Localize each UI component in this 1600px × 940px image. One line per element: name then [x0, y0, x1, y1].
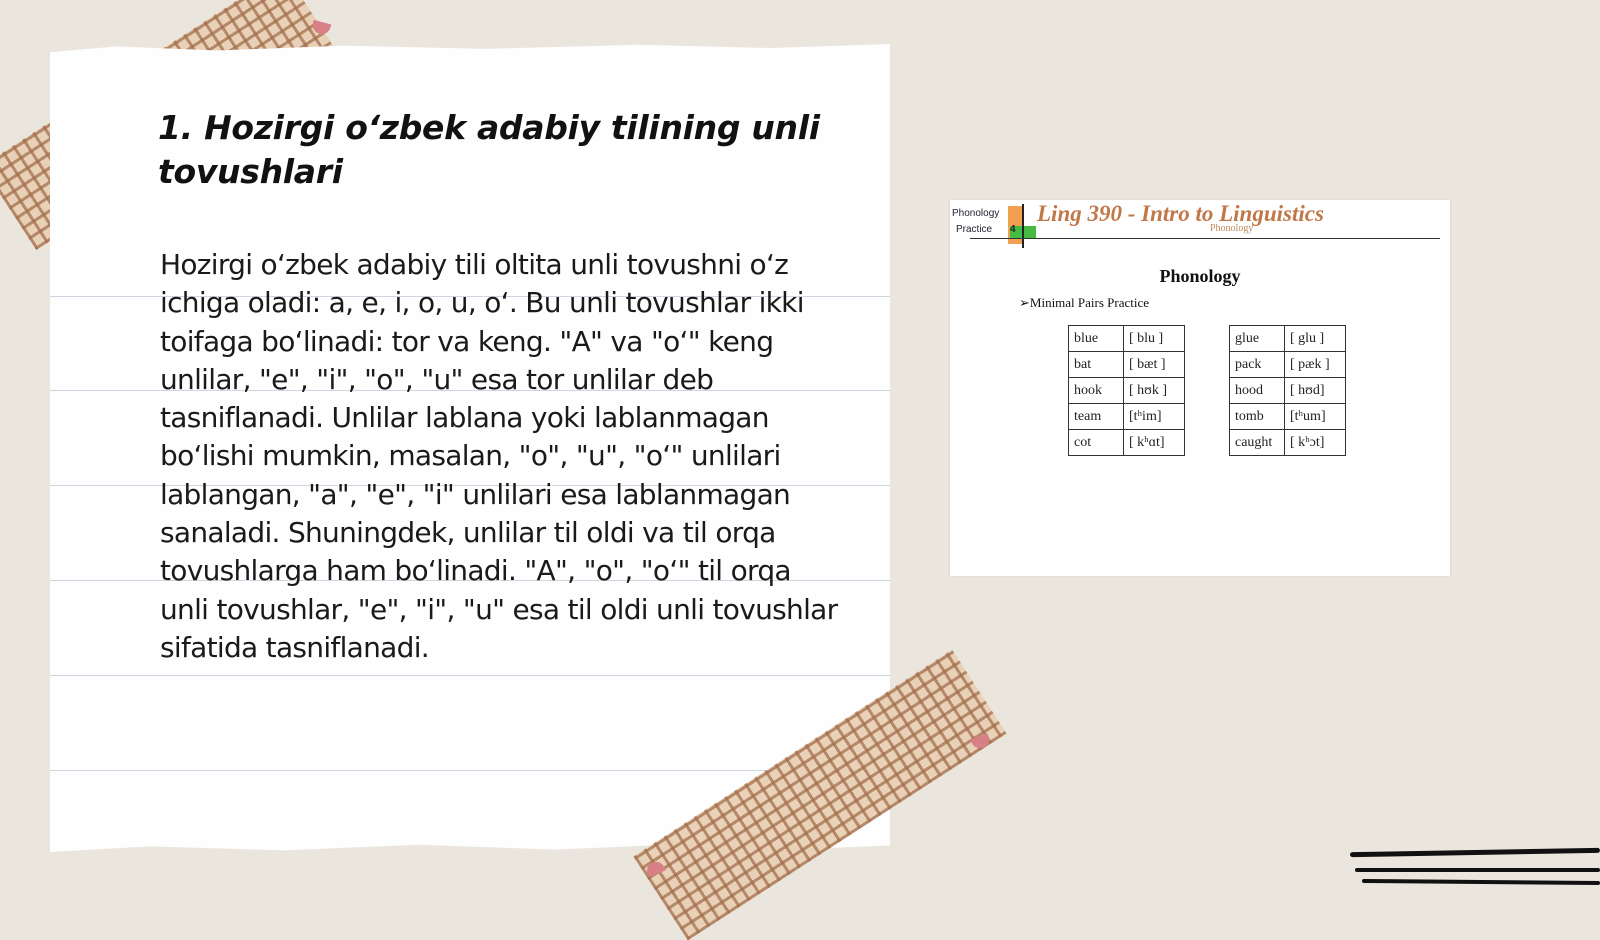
- header-underline: [970, 238, 1440, 239]
- word-cell: team: [1069, 404, 1124, 430]
- table-row: [1230, 326, 1346, 352]
- ipa-cell: [tʰum]: [1285, 404, 1346, 430]
- word-cell: pack: [1230, 352, 1285, 378]
- ipa-cell: [ blu ]: [1124, 326, 1185, 352]
- table-row: [1069, 378, 1185, 404]
- ipa-cell: [ hʊk ]: [1124, 378, 1185, 404]
- slide-heading: Phonology: [1159, 266, 1241, 286]
- brush-stroke-1: [1350, 848, 1600, 857]
- table-row: [1069, 404, 1185, 430]
- ipa-cell: [ glu ]: [1285, 326, 1346, 352]
- table-row: [1230, 404, 1346, 430]
- table-row: [1069, 352, 1185, 378]
- body-paragraph: Hozirgi o‘zbek adabiy tili oltita unli tovushni o‘z ichiga oladi: a, e, i, o, u, o‘. Bu unli tovushlar ikki toifaga bo‘linadi: tor va keng. "A" va "o‘" keng unlilar, "e", "i", "o", "u" esa tor unlilar deb tasniflanadi. Unlilar lablana yoki lablanmagan bo‘lishi mumkin, masalan, "o", "u", "o‘" unlilari lablangan, "a", "e", "i" unlilari esa lablanmagan sanaladi. Shuningdek, unlilar til oldi va til orqa tovushlarga ham bo‘linadi. "A", "o", "o‘" til orqa unli tovushlar, "e", "i", "u" esa til oldi unli tovushlar sifatida tasniflanadi.: [160, 248, 838, 664]
- word-cell: cot: [1069, 430, 1124, 456]
- table-row: [1069, 430, 1185, 456]
- minimal-pairs-table-left: [1068, 325, 1185, 456]
- course-subtitle: Phonology: [1210, 223, 1254, 234]
- word-cell: tomb: [1230, 404, 1285, 430]
- word-cell: bat: [1069, 352, 1124, 378]
- brush-stroke-2: [1355, 868, 1600, 872]
- ipa-cell: [ pæk ]: [1285, 352, 1346, 378]
- logo-divider: [1022, 204, 1024, 248]
- minimal-pairs-table-right: [1229, 325, 1346, 456]
- paper-rule: [50, 675, 890, 676]
- word-cell: hook: [1069, 378, 1124, 404]
- brush-stroke-3: [1362, 879, 1600, 885]
- table-row: [1230, 430, 1346, 456]
- table-row: [1230, 352, 1346, 378]
- word-cell: hood: [1230, 378, 1285, 404]
- ipa-cell: [ kʰɑt]: [1124, 430, 1185, 456]
- word-cell: glue: [1230, 326, 1285, 352]
- table-row: [1230, 378, 1346, 404]
- corner-label-2: Practice: [956, 224, 993, 235]
- ipa-cell: [ hʊd]: [1285, 378, 1346, 404]
- ipa-cell: [ bæt ]: [1124, 352, 1185, 378]
- ipa-cell: [ kʰɔt]: [1285, 430, 1346, 456]
- slide-subheading: ➢Minimal Pairs Practice: [1019, 295, 1150, 310]
- course-title: Ling 390 - Intro to Linguistics: [1037, 201, 1324, 226]
- ipa-cell: [tʰim]: [1124, 404, 1185, 430]
- embedded-slide-image: [950, 200, 1450, 576]
- corner-number: 4: [1010, 224, 1016, 235]
- corner-label-1: Phonology: [952, 208, 1000, 219]
- table-row: [1069, 326, 1185, 352]
- word-cell: caught: [1230, 430, 1285, 456]
- word-cell: blue: [1069, 326, 1124, 352]
- slide-title: 1. Hozirgi o‘zbek adabiy tilining unli tovushlari: [158, 108, 820, 191]
